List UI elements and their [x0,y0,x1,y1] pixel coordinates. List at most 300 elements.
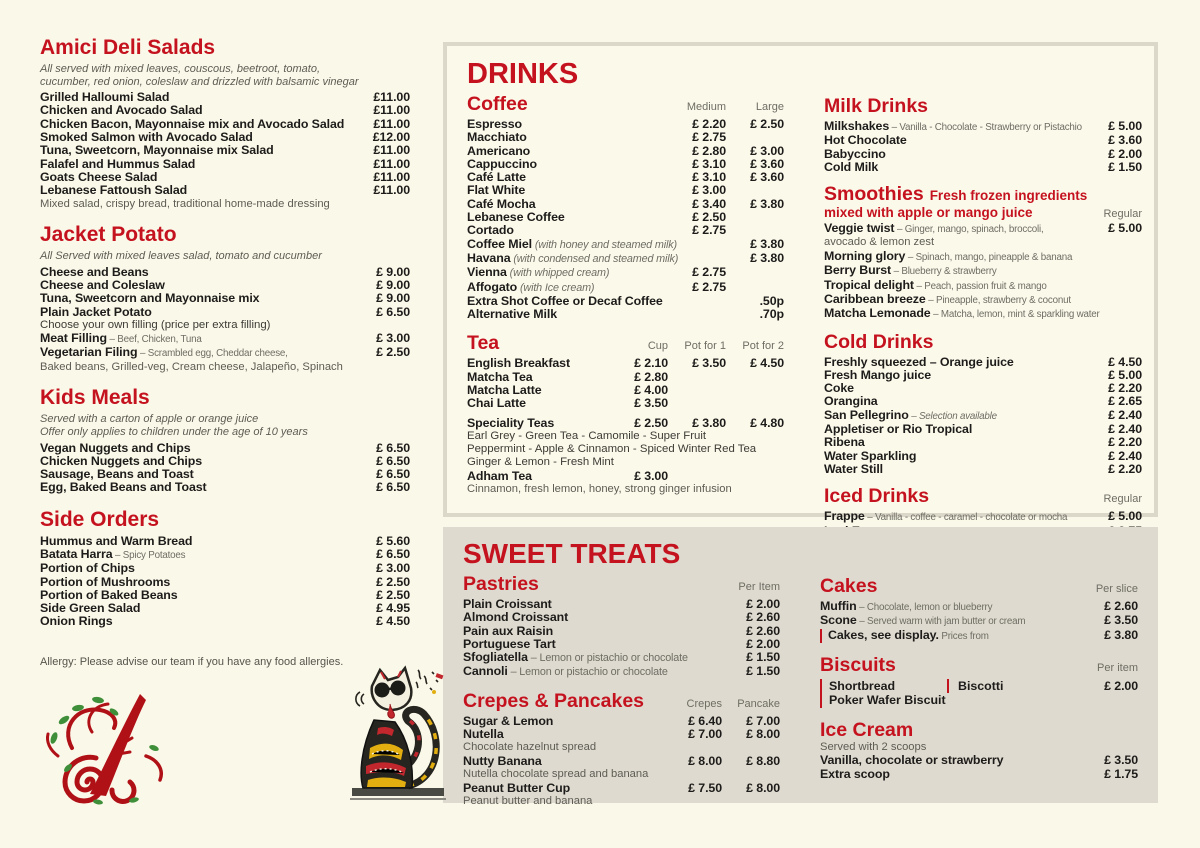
item-price: £ 8.00 [688,753,722,768]
note-line: Ginger & Lemon - Fresh Mint [467,456,614,469]
menu-item-row [467,371,784,384]
menu-item-row [40,562,410,575]
section-title: Iced Drinks [824,485,930,508]
menu-item-row [40,266,410,279]
item-name: Portuguese Tart [463,636,556,651]
menu-item-row [40,481,410,494]
menu-item-row [824,250,1142,264]
section-title: Milk Drinks [824,95,929,117]
item-description: – Beef, Chicken, Tuna [106,334,202,346]
menu-item-row [40,184,410,197]
item-price: £ 2.50 [634,415,668,430]
menu-item-row [824,463,1142,476]
item-name: Berry Burst [824,263,892,278]
item-price: £ 2.75 [692,265,726,280]
item-price: £ 3.00 [750,143,784,158]
menu-item-row [467,397,784,410]
item-name: Onion Rings [40,614,113,629]
item-price: £ 3.00 [376,561,410,576]
item-name: Vienna [467,265,507,280]
section-coffee [467,94,784,321]
item-rows [467,118,784,321]
menu-item-row [40,455,410,468]
item-text [463,665,722,679]
item-text [463,598,722,611]
item-text [40,442,346,455]
item-name: Plain Croissant [463,597,552,611]
item-name: Havana [467,250,511,265]
item-price: £ 3.50 [1104,613,1138,628]
item-text [40,104,346,117]
item-description: (with condensed and steamed milk) [510,252,679,265]
item-name: Cold Milk [824,159,879,174]
menu-item-row [467,308,784,321]
item-text [40,602,346,615]
menu-item-row [824,161,1142,174]
menu-item-row [824,450,1142,463]
allergy-note: Allergy: Please advise our team if you have any food allergies. [40,656,344,668]
section-title: Amici Deli Salads [40,36,216,59]
item-text [467,417,610,430]
item-description: – Lemon or pistachio or chocolate [507,666,668,679]
item-text [824,409,1078,423]
item-rows [824,120,1142,174]
item-rows [463,715,780,808]
item-price: £ 3.60 [1108,133,1142,148]
item-name: Nutella [463,727,504,742]
item-text [467,357,610,370]
smoothies-tagline2: mixed with apple or mango juice [824,205,1033,221]
item-text [467,281,668,295]
menu-item-row [820,600,1138,614]
item-price: £ 2.75 [692,130,726,145]
menu-item-row [824,510,1142,524]
item-price: £ 6.50 [376,467,410,482]
item-name: Affogato [467,279,518,294]
item-text [40,481,346,494]
item-text [467,384,610,397]
item-text [828,629,1074,643]
item-rows [820,600,1138,643]
item-text [820,600,1074,614]
item-price: £ 9.00 [376,291,410,306]
item-subtext: Cinnamon, fresh lemon, honey, strong ginger infusion [467,482,732,495]
item-text [467,145,668,158]
menu-item-row [824,148,1142,161]
item-text [467,371,610,384]
item-name: Frappe [824,509,865,524]
item-text [824,510,1078,524]
column-header: Crepes [686,697,722,710]
item-text [40,455,346,468]
item-price: £ 4.50 [376,614,410,629]
menu-item-row [463,611,780,624]
item-subtext: avocado & lemon zest [824,236,935,249]
item-name: Chicken Nuggets and Chips [40,453,203,468]
item-name: Matcha Lemonade [824,306,931,321]
menu-item-row [467,266,784,280]
item-price: £ 1.50 [746,650,780,665]
item-price: £ 2.00 [1108,146,1142,161]
menu-item-row [467,295,784,308]
item-text [824,450,1078,463]
item-rows [40,535,410,629]
item-price: £11.00 [373,143,410,158]
item-text [467,397,610,410]
column-header: Pancake [737,697,780,710]
item-price: £ 2.50 [376,574,410,589]
item-description: – Pineapple, strawberry & coconut [925,294,1071,306]
item-text [467,118,668,131]
item-price: £ 5.00 [1108,119,1142,133]
item-text [467,266,668,280]
menu-item-row [40,144,410,157]
menu-item-row [820,754,1138,767]
item-name: Vegetarian Filing [40,345,138,360]
item-name: Café Latte [467,170,526,185]
item-name: Biscotti [958,678,1004,693]
item-rows [820,754,1138,781]
item-name: Coke [824,381,854,396]
item-text [824,134,1078,147]
drinks-right-column [824,96,1142,562]
item-description: – Ginger, mango, spinach, broccoli, [894,224,1044,236]
amici-logo-illustration [34,690,180,810]
item-name: Babyccino [824,146,886,161]
item-description: – Selection available [908,410,997,422]
item-text [820,614,1074,628]
section-kids-meals [40,386,410,494]
item-name: Veggie twist [824,221,895,236]
menu-item-row [40,346,410,360]
section-title: Smoothies [824,183,924,206]
menu-item-row [40,615,410,628]
section-milk-drinks [824,96,1142,174]
item-price: £ 8.00 [746,780,780,795]
item-rows [40,442,410,495]
item-subtext: Mixed salad, crispy bread, traditional home-made dressing [40,197,330,210]
item-name: Matcha Latte [467,383,542,398]
item-price: £ 7.50 [688,780,722,795]
item-name: Sfogliatella [463,650,528,665]
biscuits-list-left [820,679,947,708]
menu-item-row [40,292,410,305]
menu-item-row [40,118,410,131]
column-header: Pot for 1 [684,340,726,353]
item-price: £ 3.80 [692,415,726,430]
item-price: £ 2.80 [692,143,726,158]
menu-item-row [824,134,1142,147]
item-text [40,118,346,131]
menu-item-row [40,548,410,562]
menu-item-row [824,436,1142,449]
item-name: Cheese and Beans [40,264,149,279]
item-price: £ 6.40 [688,713,722,728]
item-price: £ 1.75 [1104,766,1138,781]
menu-item-row [824,293,1142,307]
item-name: Meat Filling [40,331,107,346]
menu-item-row [824,264,1142,278]
item-price: £ 2.40 [1108,422,1142,437]
biscuits-list-right [947,679,1074,694]
menu-item-row [40,442,410,455]
item-name: Muffin [820,599,857,613]
menu-item-row [824,120,1142,134]
item-name: Scone [820,613,857,628]
item-price: £ 3.10 [692,156,726,171]
smoothies-tagline: Fresh frozen ingredients [929,188,1088,204]
column-header: Medium [686,101,726,113]
menu-item-row [467,211,784,224]
item-text [40,535,346,548]
section-tea [467,333,784,495]
item-text [824,356,1078,369]
item-name: Side Green Salad [40,601,141,616]
menu-item-row [467,118,784,131]
item-price: £ 1.50 [1108,159,1142,174]
section-intro-line: Served with a carton of apple or orange juice [40,413,259,426]
item-name: Flat White [467,183,526,198]
item-text [824,148,1078,161]
item-name: Cortado [467,223,514,238]
item-price: £ 7.00 [746,713,780,728]
item-name: Alternative Milk [467,307,557,322]
item-text [824,369,1078,382]
item-price: £11.00 [373,169,410,184]
item-name: Vanilla, chocolate or strawberry [820,753,1004,768]
item-name: Water Still [824,461,884,476]
item-name: Chai Latte [467,396,526,411]
biscuits-row [820,679,1138,708]
drinks-panel [443,42,1158,524]
item-text [40,346,346,360]
section-salads [40,36,410,210]
item-text [467,470,610,483]
section-ice-cream [820,720,1138,781]
item-name: Adham Tea [467,468,532,483]
section-title: Kids Meals [40,386,150,410]
item-price: £ 2.00 [746,636,780,651]
menu-item-row [467,158,784,171]
menu-item-row [467,417,784,430]
item-rows [824,356,1142,477]
item-description: (with whipped cream) [506,267,610,280]
note-line: Choose your own filling (price per extra filling) [40,318,271,331]
column-headers [610,340,784,352]
item-description: – Spicy Potatoes [112,550,186,561]
menu-item-row [820,768,1138,781]
column-header: Per item [1097,661,1138,674]
item-price: £ 4.50 [1108,354,1142,369]
item-name: Nutty Banana [463,753,542,768]
item-price: £ 3.00 [376,331,410,346]
item-price: £ 5.00 [1108,221,1142,236]
item-price: £ 2.00 [1104,678,1138,693]
item-price: £ 4.80 [750,415,784,430]
item-name: English Breakfast [467,356,570,371]
item-text [463,782,664,795]
menu-item-row [463,598,780,611]
menu-item-row [824,382,1142,395]
column-header: Pot for 2 [742,340,784,353]
item-name: Extra scoop [820,766,890,781]
item-text [40,266,346,279]
item-price: £ 2.20 [1108,461,1142,476]
item-price: £11.00 [373,90,410,105]
item-rows [463,598,780,680]
item-description: – Lemon or pistachio or chocolate [527,652,688,665]
item-price: £ 6.50 [376,440,410,455]
item-name: Lebanese Fattoush Salad [40,183,188,198]
item-name: Portion of Chips [40,561,135,576]
item-price: £ 2.80 [634,369,668,384]
column-headers [664,698,780,710]
item-name: Milkshakes [824,119,890,133]
item-price: £ 2.75 [692,279,726,294]
item-price: £ 3.80 [750,236,784,251]
item-rows [40,266,410,374]
note-line: Earl Grey - Green Tea - Camomile - Super Fruit [467,429,707,442]
item-description: (with Ice cream) [517,281,595,294]
item-price: £ 5.60 [376,533,410,548]
item-name: Shortbread [829,678,896,693]
item-price: .50p [759,293,784,308]
menu-item-row [463,638,780,651]
menu-item-row [824,423,1142,436]
item-price: £ 2.20 [692,117,726,131]
section-intro [40,63,410,88]
item-price: £ 2.40 [1108,448,1142,463]
column-header: Regular [1103,493,1142,506]
item-text [40,171,346,184]
item-price: £ 6.50 [376,304,410,319]
item-description: – Served warm with jam butter or cream [856,616,1026,628]
cat-illustration [348,664,448,808]
section-title: Jacket Potato [40,223,177,247]
menu-item-row [467,252,784,266]
item-rows [824,222,1142,321]
item-text [40,292,346,305]
item-text [820,768,1074,781]
section-title: Coffee [467,93,528,115]
section-title: Tea [467,332,500,355]
item-price: £ 2.50 [376,345,410,360]
menu-item-row [463,782,780,795]
item-name: Plain Jacket Potato [40,304,152,319]
menu-item-row [467,357,784,370]
item-text [463,611,722,624]
item-text [467,236,677,252]
item-description: – Blueberry & strawberry [891,266,997,278]
item-text [40,615,346,628]
item-name: Hot Chocolate [824,133,907,148]
menu-item-row [463,665,780,679]
note-line: Peppermint - Apple & Cinnamon - Spiced Winter Red Tea [467,443,757,456]
menu-item-row [463,651,780,665]
column-header: Cup [647,340,668,353]
section-crepes-pancakes [463,691,780,808]
item-description: – Scrambled egg, Cheddar cheese, [137,348,288,360]
item-price: £ 2.50 [376,587,410,602]
menu-item-row [467,145,784,158]
item-name: Ribena [824,435,865,450]
menu-item-row [824,409,1142,423]
item-name: Goats Cheese Salad [40,169,158,184]
section-biscuits [820,655,1138,708]
item-text [824,395,1078,408]
item-description: – Matcha, lemon, mint & sparkling water [930,309,1100,321]
column-header: Per slice [1095,583,1138,595]
item-name: Americano [467,143,531,158]
item-text [463,728,664,741]
menu-item-row [40,104,410,117]
item-name: Cannoli [463,664,508,679]
item-name: Appletiser or Rio Tropical [824,422,973,437]
item-text [467,224,668,237]
menu-item-row [824,222,1142,236]
item-price: £ 6.50 [376,547,410,561]
item-price: £ 3.50 [634,396,668,411]
item-price: £ 2.10 [634,356,668,371]
item-text [40,131,346,144]
section-intro-line: cucumber, red onion, coleslaw and drizzled with balsamic vinegar [40,75,359,88]
item-price: £ 7.00 [688,727,722,742]
item-name: Macchiato [467,130,527,145]
menu-item-row [824,356,1142,369]
menu-item-row [467,224,784,237]
item-name: Lebanese Coffee [467,210,565,225]
item-price: £ 4.00 [634,383,668,398]
column-headers [1074,583,1138,595]
section-intro [40,250,410,263]
menu-item-row [40,131,410,144]
section-intro [40,413,410,438]
item-name: Hummus and Warm Bread [40,533,193,548]
item-price: £ 2.65 [1108,394,1142,409]
item-text [40,144,346,157]
menu-item-row [467,198,784,211]
section-title: Biscuits [820,653,896,676]
item-name: Portion of Baked Beans [40,587,178,602]
item-text [824,423,1078,436]
section-intro-line: Offer only applies to children under the age of 10 years [40,425,308,438]
item-price: £ 2.40 [1108,407,1142,422]
item-text [467,131,668,144]
item-price: .70p [759,307,784,322]
sweet-right-column [820,576,1138,818]
menu-item-row [467,184,784,197]
item-price: £ 2.75 [692,223,726,238]
item-price: £ 4.50 [750,356,784,371]
section-title: Cakes [820,575,878,597]
item-name: Cakes, see display. [828,627,939,642]
item-text [824,436,1078,449]
item-name: Batata Harra [40,547,113,561]
item-text [467,158,668,171]
item-text [824,222,1078,236]
menu-item-row [824,279,1142,293]
item-rows [467,357,784,495]
menu-item-row [40,468,410,481]
item-name: Speciality Teas [467,415,555,430]
item-text [40,468,346,481]
item-subtext: Baked beans, Grilled-veg, Cream cheese, Jalapeño, Spinach [40,360,343,373]
column-header: Large [755,101,784,113]
menu-item-row [467,384,784,397]
section-jacket-potato [40,223,410,373]
menu-item-row [467,470,784,483]
item-text [463,638,722,651]
